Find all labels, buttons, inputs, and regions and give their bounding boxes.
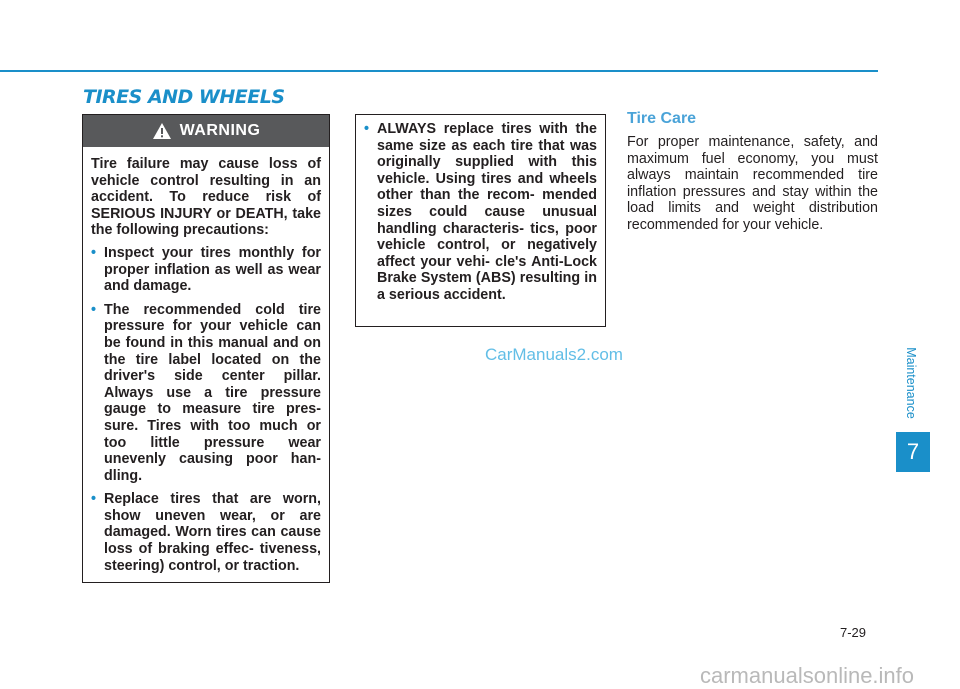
warning-triangle-icon bbox=[152, 122, 172, 140]
chapter-tab[interactable] bbox=[896, 432, 930, 472]
warning-bullet: • ALWAYS replace tires with the same size as each tire that was originally supplied with this vehicle. Using tires and wheels other than the recom- mended sizes could cause unusual handling characteris- tics, poor vehicle control, or negatively affect your vehi- cle's Anti-Lock Brake System (ABS) resulting in a serious accident. bbox=[364, 121, 597, 304]
chapter-name: Maintenance bbox=[904, 346, 919, 419]
warning-bullet-list bbox=[91, 245, 321, 574]
warning-body bbox=[83, 147, 329, 574]
warning-continued-box bbox=[355, 114, 606, 327]
warning-header-label: WARNING bbox=[179, 122, 261, 139]
tire-care-title: Tire Care bbox=[627, 110, 697, 127]
chapter-number: 7 bbox=[906, 439, 920, 464]
chapter-side-label bbox=[902, 340, 920, 425]
warning-bullet: • The recommended cold tire pressure for your vehicle can be found in this manual and on the tire label located on the driver's side center pillar. Always use a tire pressure gauge to measure tire pres- sure. Tires with too much or too little pressure wear unevenly causing poor han- dling. bbox=[91, 302, 321, 485]
watermark-link[interactable]: CarManuals2.com bbox=[485, 345, 623, 364]
page-number: 7-29 bbox=[840, 625, 867, 640]
warning-bullet: • Inspect your tires monthly for proper inflation as well as wear and damage. bbox=[91, 245, 321, 295]
footer-watermark: carmanualsonline.info bbox=[700, 663, 915, 688]
warning-continued-list bbox=[364, 121, 597, 304]
warning-intro: Tire failure may cause loss of vehicle control resulting in an accident. To reduce risk of SERIOUS INJURY or DEATH, take the following precautions: bbox=[91, 156, 321, 239]
top-rule bbox=[0, 70, 878, 72]
tire-care-text: For proper maintenance, safety, and maximum fuel economy, you must always maintain recommended tire inflation pressures and stay within the load limits and weight distribution recommended for your vehicle. bbox=[627, 134, 878, 233]
warning-bullet: • Replace tires that are worn, show uneven wear, or are damaged. Worn tires can cause loss of braking effec- tiveness, steering) control, or traction. bbox=[91, 491, 321, 574]
warning-box bbox=[82, 114, 330, 583]
warning-header bbox=[83, 115, 329, 147]
section-title: TIRES AND WHEELS bbox=[83, 86, 285, 108]
